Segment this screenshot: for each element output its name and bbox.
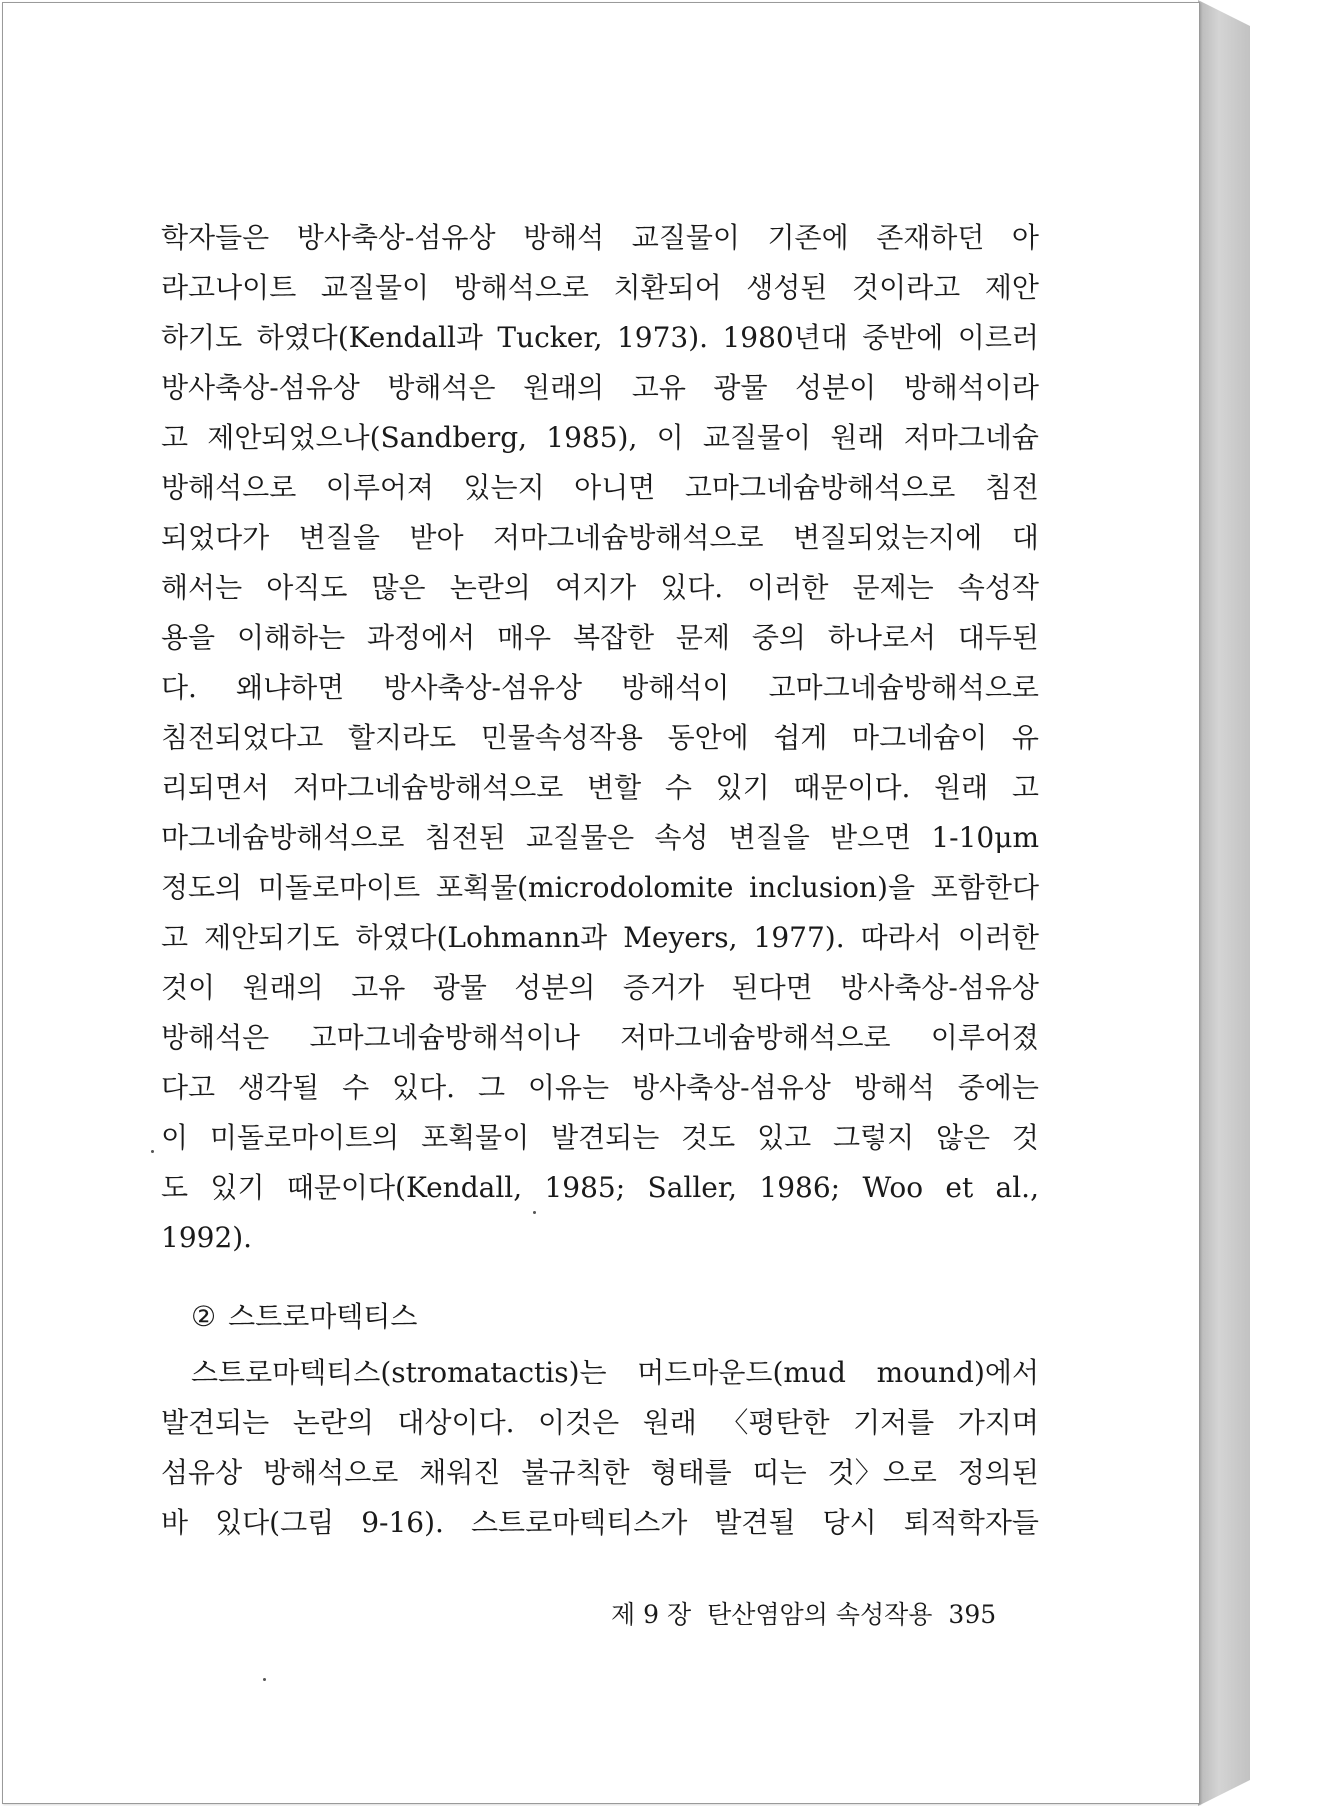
- word: 스트로마텍티스(stromatactis)는: [191, 1356, 607, 1389]
- word: 저마그네슘방해석으로: [292, 771, 564, 804]
- word: 것이라고: [852, 271, 961, 304]
- word: 복잡한: [572, 621, 655, 654]
- word: 치환되어: [613, 271, 722, 304]
- body-line: [161, 613, 1039, 663]
- word: 과정에서: [366, 621, 476, 654]
- word: 고유: [631, 371, 686, 404]
- word: 있기: [715, 771, 770, 804]
- word: 받으면: [830, 821, 912, 854]
- word: 1980년대: [722, 321, 848, 354]
- word: 바: [161, 1506, 189, 1539]
- word: 대: [1011, 521, 1039, 554]
- word: 성분의: [514, 971, 596, 1004]
- word: 용을: [161, 621, 216, 654]
- word: 된다면: [731, 971, 813, 1004]
- word: 문제는: [852, 571, 934, 604]
- section-line: [161, 1498, 1039, 1548]
- word: 속성작: [957, 571, 1039, 604]
- word: 이루어져: [325, 471, 434, 504]
- body-line: [161, 413, 1039, 463]
- page-edge-shading: [1198, 0, 1250, 1806]
- word: 것: [1011, 1121, 1039, 1154]
- body-line: [161, 313, 1039, 363]
- word: 1977).: [753, 921, 845, 954]
- word: 침전: [984, 471, 1039, 504]
- body-line: [161, 463, 1039, 513]
- word: 저마그네슘방해석으로: [493, 521, 764, 554]
- word: 1985),: [546, 421, 638, 454]
- word: 중에는: [957, 1071, 1039, 1104]
- word: 이유는: [527, 1071, 610, 1104]
- word: 이해하는: [236, 621, 346, 654]
- word: 침전된: [424, 821, 506, 854]
- word: 고: [161, 421, 189, 454]
- word: 1-10μm: [931, 821, 1039, 854]
- word: al.,: [995, 1171, 1039, 1204]
- word: 변할: [587, 771, 642, 804]
- word: 띠는: [752, 1456, 807, 1489]
- word: 변질을: [728, 821, 810, 854]
- word: 이러한: [747, 571, 829, 604]
- word: 교질물이: [702, 421, 812, 454]
- word: 교질물은: [525, 821, 635, 854]
- word: 고: [161, 921, 189, 954]
- word: 방해석으로: [263, 1456, 399, 1489]
- word: 동안에: [667, 721, 749, 754]
- word: 포함한다: [930, 871, 1039, 904]
- word: mound)에서: [876, 1356, 1039, 1389]
- word: 증거가: [622, 971, 705, 1004]
- word: 것〉으로: [827, 1456, 937, 1489]
- word: 속성: [654, 821, 709, 854]
- word: 논란의: [449, 571, 531, 604]
- word: 이르러: [957, 321, 1039, 354]
- word: 것도: [681, 1121, 736, 1154]
- word: 매우: [497, 621, 552, 654]
- word: 원래의: [242, 971, 324, 1004]
- word: 다.: [161, 671, 197, 704]
- section-heading: [191, 1295, 417, 1335]
- word: 수: [342, 1071, 370, 1104]
- section-marker: ②: [191, 1300, 217, 1333]
- word: 많은: [371, 571, 426, 604]
- word: 방해석으로: [453, 271, 589, 304]
- word: 제안: [984, 271, 1039, 304]
- body-line: [161, 213, 1039, 263]
- word: 방해석이라: [903, 371, 1039, 404]
- word: 아: [1011, 221, 1039, 254]
- section-paragraph: [161, 1348, 1039, 1548]
- body-line: [161, 763, 1039, 813]
- body-line: [161, 1013, 1039, 1063]
- word: 쉽게: [773, 721, 828, 754]
- word: 중반에: [862, 321, 944, 354]
- word: 있다(그림: [215, 1506, 335, 1539]
- word: 다고: [161, 1071, 216, 1104]
- body-line: [161, 913, 1039, 963]
- word: 불규칙한: [521, 1456, 630, 1489]
- section-line: [161, 1398, 1039, 1448]
- word: 왜냐하면: [236, 671, 345, 704]
- word: 생각될: [238, 1071, 320, 1104]
- word: 문제: [675, 621, 731, 654]
- word: 제안되기도: [204, 921, 340, 954]
- word: 있기: [210, 1171, 265, 1204]
- word: 학자들은: [161, 221, 270, 254]
- word: 하였다(Kendall과: [256, 321, 483, 354]
- section-line: [161, 1448, 1039, 1498]
- word: 하였다(Lohmann과: [355, 921, 608, 954]
- word: 고: [1011, 771, 1039, 804]
- word: 하기도: [161, 321, 243, 354]
- word: 가지며: [957, 1406, 1039, 1439]
- body-line: [161, 813, 1039, 863]
- word: 라고나이트: [161, 271, 297, 304]
- chapter-title: 탄산염암의 속성작용: [707, 1600, 933, 1629]
- word: 스트로마텍티스가: [470, 1506, 688, 1539]
- word: 여지가: [554, 571, 637, 604]
- word: 할지라도: [347, 721, 457, 754]
- word: 이것은: [538, 1406, 620, 1439]
- word: 방사축상-섬유상: [296, 221, 496, 254]
- page-number: 395: [948, 1600, 997, 1629]
- body-line: [161, 1063, 1039, 1113]
- page-footer: [611, 1595, 1012, 1631]
- word: Tucker,: [497, 321, 603, 354]
- word: 원래: [642, 1406, 697, 1439]
- word: 미돌로마이트의: [209, 1121, 400, 1154]
- word: 방사축상-섬유상: [383, 671, 583, 704]
- body-line: [161, 263, 1039, 313]
- word: 방해석은: [387, 371, 496, 404]
- word: 성분이: [795, 371, 877, 404]
- word: 방해석: [853, 1071, 935, 1104]
- word: 그렇지: [833, 1121, 915, 1154]
- word: 것이: [161, 971, 216, 1004]
- word: 채워진: [419, 1456, 501, 1489]
- word: 해서는: [161, 571, 243, 604]
- body-line: [161, 663, 1039, 713]
- word: 발견되는: [161, 1406, 270, 1439]
- word: 발견되는: [551, 1121, 660, 1154]
- word: 대두된: [957, 621, 1039, 654]
- word: 정도의: [161, 871, 243, 904]
- word: 있고: [757, 1121, 812, 1154]
- chapter-label: 제 9 장: [611, 1600, 692, 1629]
- section-line: [161, 1348, 1039, 1398]
- word: 도: [161, 1171, 189, 1204]
- word: 미돌로마이트: [257, 871, 421, 904]
- word: 따라서: [860, 921, 942, 954]
- word: 발견될: [714, 1506, 796, 1539]
- word: 받아: [409, 521, 464, 554]
- body-line: [161, 963, 1039, 1013]
- word: 9-16).: [361, 1506, 444, 1539]
- word: 〈평탄한: [720, 1406, 830, 1439]
- word: 퇴적학자들: [903, 1506, 1039, 1539]
- word: 중의: [751, 621, 806, 654]
- word: 고마그네슘방해석으로: [768, 671, 1039, 704]
- scan-speck: [263, 1678, 266, 1681]
- word: 방해석: [523, 221, 605, 254]
- word: 논란의: [292, 1406, 374, 1439]
- word: 원래: [934, 771, 989, 804]
- section-title: 스트로마텍티스: [228, 1300, 418, 1333]
- word: 당시: [822, 1506, 877, 1539]
- word: 존재하던: [876, 221, 985, 254]
- word: 방해석으로: [161, 471, 297, 504]
- word: 아니면: [574, 471, 656, 504]
- word: 이: [656, 421, 684, 454]
- word: 기저를: [853, 1406, 935, 1439]
- word: 방사축상-섬유상: [631, 1071, 831, 1104]
- word: 방사축상-섬유상: [161, 371, 360, 404]
- word: 마그네슘방해석으로: [161, 821, 405, 854]
- word: 되었다가: [161, 521, 270, 554]
- word: 1973).: [616, 321, 709, 354]
- word: 있다.: [660, 571, 724, 604]
- word: 형태를: [650, 1456, 732, 1489]
- word: 정의된: [957, 1456, 1039, 1489]
- word: 저마그네슘: [903, 421, 1039, 454]
- word: 포획물(microdolomite: [435, 871, 734, 904]
- scan-speck: [151, 1150, 154, 1153]
- body-paragraph: [161, 213, 1039, 1263]
- word: 광물: [713, 371, 768, 404]
- word: 고마그네슘방해석이나: [309, 1021, 580, 1054]
- word: Saller,: [647, 1171, 738, 1204]
- word: 그: [477, 1071, 506, 1104]
- word: 대상이다.: [397, 1406, 515, 1439]
- word: 있다.: [392, 1071, 456, 1104]
- book-page: [2, 2, 1200, 1804]
- word: 수: [664, 771, 692, 804]
- word: 저마그네슘방해석으로: [620, 1021, 891, 1054]
- body-line: [161, 1113, 1039, 1163]
- word: 때문이다.: [793, 771, 911, 804]
- word: 때문이다(Kendall,: [286, 1171, 523, 1204]
- body-line: [161, 563, 1039, 613]
- word: 리되면서: [161, 771, 270, 804]
- word: 포획물이: [421, 1121, 530, 1154]
- scan-speck: [533, 1211, 536, 1214]
- word: 민물속성작용: [480, 721, 643, 754]
- word: 않은: [935, 1121, 991, 1154]
- word: 변질을: [298, 521, 380, 554]
- word: 교질물이: [631, 221, 740, 254]
- body-line: [161, 513, 1039, 563]
- word: et: [945, 1171, 974, 1204]
- word: 원래의: [523, 371, 605, 404]
- body-line: [161, 1163, 1039, 1213]
- word: Woo: [862, 1171, 924, 1204]
- body-line: [161, 363, 1039, 413]
- word: 제안되었으나(Sandberg,: [207, 421, 528, 454]
- word: 방사축상-섬유상: [840, 971, 1039, 1004]
- word: 섬유상: [161, 1456, 243, 1489]
- word: 고유: [351, 971, 406, 1004]
- word: 이루어졌: [930, 1021, 1039, 1054]
- word: Meyers,: [623, 921, 738, 954]
- body-line: [161, 863, 1039, 913]
- word: 머드마운드(mud: [637, 1356, 846, 1389]
- word: 이러한: [957, 921, 1039, 954]
- word: 방해석이: [621, 671, 730, 704]
- word: 침전되었다고: [161, 721, 324, 754]
- word: 생성된: [746, 271, 828, 304]
- word: 고마그네슘방해석으로: [684, 471, 956, 504]
- word: 하나로서: [827, 621, 936, 654]
- word: 이: [161, 1121, 189, 1154]
- word: 원래: [830, 421, 885, 454]
- word: 마그네슘이: [852, 721, 988, 754]
- body-line: [161, 713, 1039, 763]
- word: 있는지: [463, 471, 545, 504]
- word: 1986;: [759, 1171, 841, 1204]
- word: 아직도: [266, 571, 348, 604]
- word: 교질물이: [320, 271, 430, 304]
- body-line: 1992).: [161, 1221, 253, 1254]
- word: 유: [1011, 721, 1039, 754]
- word: 1985;: [544, 1171, 626, 1204]
- word: 변질되었는지에: [793, 521, 983, 554]
- word: 광물: [432, 971, 487, 1004]
- word: 방해석은: [161, 1021, 270, 1054]
- word: 기존에: [767, 221, 849, 254]
- word: inclusion)을: [749, 871, 916, 904]
